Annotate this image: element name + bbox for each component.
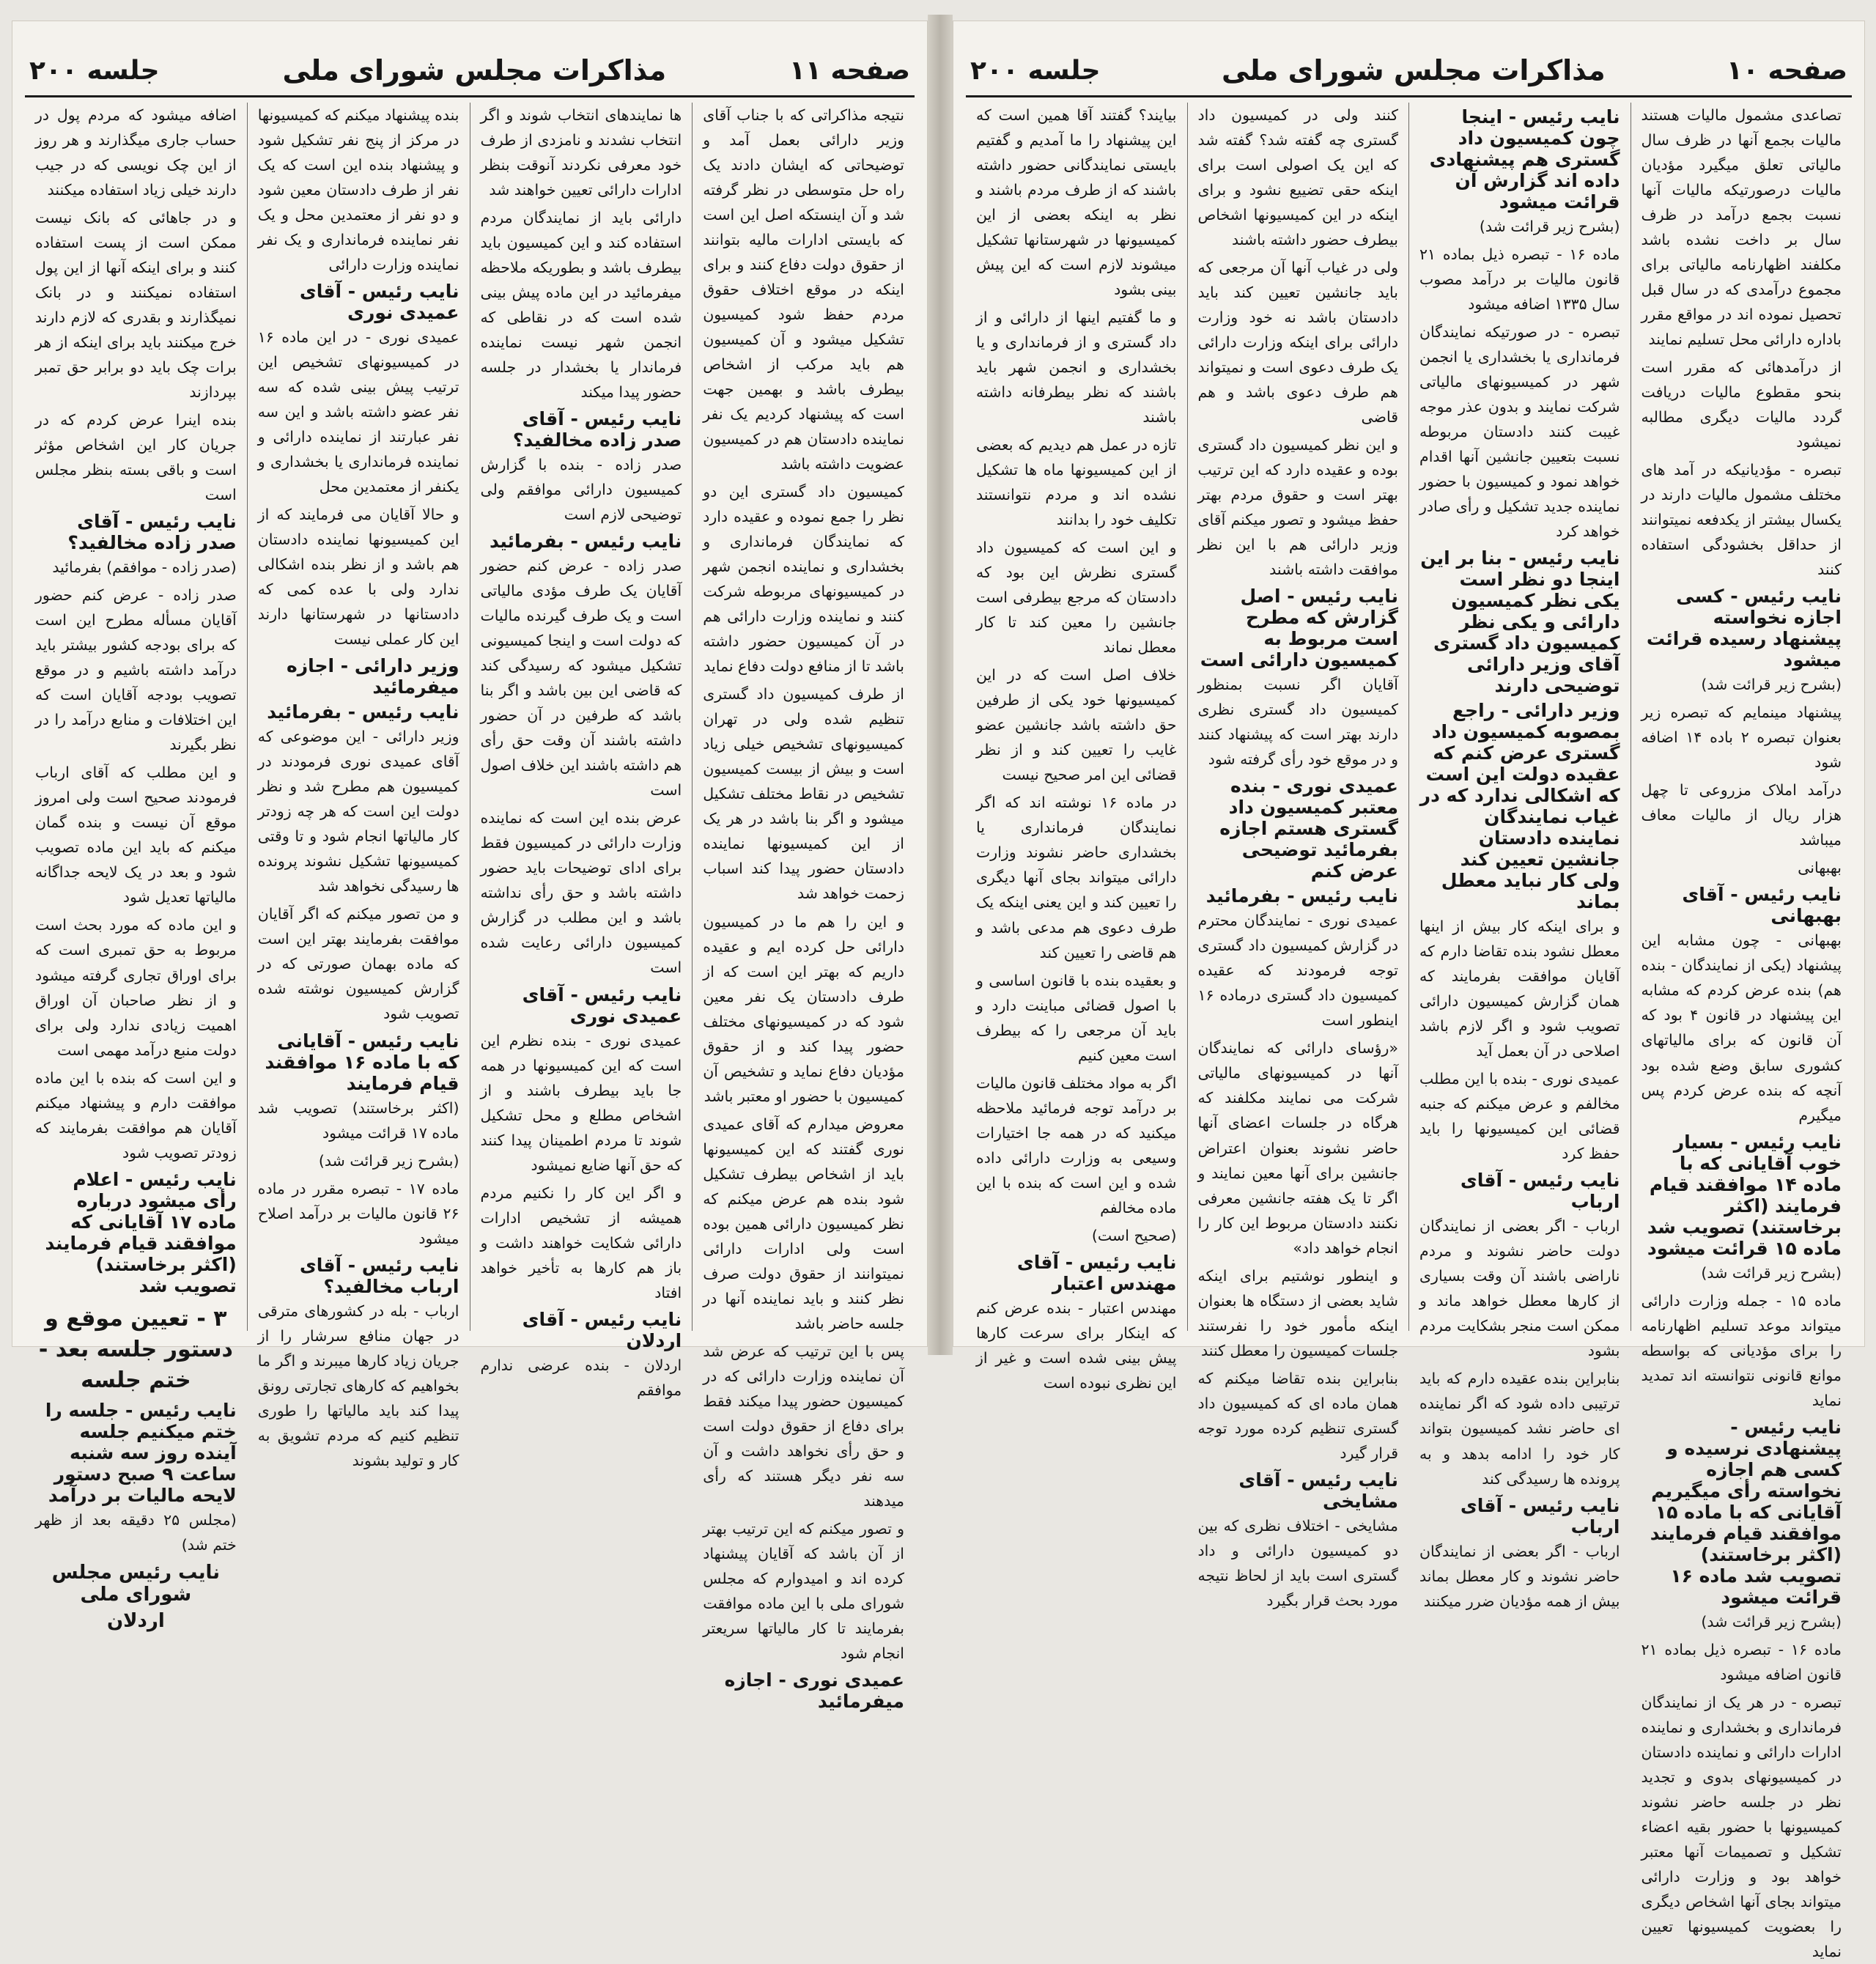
- page-header: [29, 50, 910, 91]
- speaker-line: نایب رئیس - آقای مهندس اعتبار: [1016, 1251, 1177, 1294]
- paragraph: و ما گفتیم اینها از دارائی و از داد گستری و از فرمانداری و یا بخشداری و انجمن شهر باید باشند که نظر بیطرفانه داشته باشند: [976, 309, 1177, 427]
- paragraph: و این نظر کمیسیون داد گستری بوده و عقیده دارد که این ترتیب بهتر است و حقوق مردم بهتر حفظ میشود و تصور میکنم آقای وزیر دارائی هم با این نظر موافقت داشته باشند: [1197, 436, 1398, 579]
- paragraph: پس با این ترتیب که عرض شد آن نماینده وزارت دارائی که در کمیسیون حضور پیدا میکند فقط برای دفاع از حقوق دولت است و حق رأی نخواهد داشت و آن سه نفر دیگر هستند که رأی میدهند: [703, 1342, 904, 1510]
- paragraph: عرض بنده این است که نماینده وزارت دارائی در کمیسیون فقط برای ادای توضیحات باید حضور داشته باشد و حق رأی نداشته باشد و این مطلب در گزارش کمیسیون دارائی رعایت شده است: [480, 809, 682, 977]
- speaker-line: نایب رئیس - آقای اردلان: [522, 1308, 682, 1351]
- session-number: جلسه ۲۰۰: [970, 55, 1101, 86]
- paragraph: عمیدی نوری - در این ماده ۱۶ در کمیسیونهای تشخیص این ترتیب پیش بینی شده که سه نفر عضو داشته باشد و این سه نفر عبارتند از نماینده دارائی و نماینده فرمانداری یا بخشداری و یکنفر از معتمدین محل: [257, 328, 459, 496]
- paragraph: ماده ۱۵ - جمله وزارت دارائی میتواند موعد تسلیم اظهارنامه را برای مؤدیانی که بواسطه موانع قانونی نتوانسته اند تمدید نماید: [1641, 1291, 1842, 1409]
- speaker-line: نایب رئیس - بسیار خوب آقایانی که با ماده ۱۴ موافقند قیام فرمایند (اکثر برخاستند) تصویب شد ماده ۱۵ قرائت میشود: [1647, 1131, 1842, 1259]
- paragraph: ماده ۱۷ - تبصره مقرر در ماده ۲۶ قانون مالیات بر درآمد اصلاح میشود: [257, 1179, 459, 1247]
- paragraph: ها نمایندهای انتخاب شوند و اگر انتخاب نشدند و نامزدی از طرف خود معرفی نکردند آنوقت بنظر ادارات دارائی تعیین خواهند شد: [480, 106, 682, 199]
- speaker-line: نایب رئیس - جلسه را ختم میکنیم جلسه آینده روز سه شنبه ساعت ۹ صبح دستور لایحه مالیات بر درآمد: [45, 1399, 237, 1506]
- speaker-line: نایب رئیس - آقای مشایخی: [1238, 1469, 1398, 1512]
- speaker-line: عمیدی نوری - اجازه میفرمائید: [724, 1669, 904, 1712]
- paragraph: از طرف کمیسیون داد گستری تنظیم شده ولی در تهران کمیسیونهای تشخیص خیلی زیاد است و بیش از بیست کمیسیون تشخیص در نقاط مختلف تشکیل میشود و اگر بنا باشد در هر یک از این کمیسیونها نماینده دادستان حضور پیدا کند اسباب زحمت خواهد شد: [703, 685, 904, 903]
- paragraph: ارباب - بله در کشورهای مترقی در جهان منافع سرشار را از جریان زیاد کارها میبرند و اگر ما بخواهیم که کارهای تجارتی رونق پیدا کند باید مالیاتها را طوری تنظیم کنیم که مردم تشویق به کار و تولید بشوند: [257, 1302, 459, 1469]
- paragraph: (مجلس ۲۵ دقیقه بعد از ظهر ختم شد): [35, 1510, 237, 1554]
- speaker-line: نایب رئیس - آقای ارباب: [1460, 1494, 1620, 1537]
- paragraph: و در جاهائی که بانک نیست ممکن است از پست استفاده کنند و برای اینکه آنها از این پول استفاده نمیکنند و در بانک نمیگذارند و بقدری که لازم دارند خرج میکنند باید برای اینکه از هر برات چک باید دو برابر حق تمبر بپردازند: [35, 209, 237, 402]
- paragraph: تصاعدی مشمول مالیات هستند مالیات بجمع آنها در ظرف سال مالیاتی تعلق میگیرد مؤدیان مالیات درصورتیکه مالیات آنها نسبت بجمع درآمد در ظرف سال بر داخت نشده باشد مکلفند اظهارنامه مالیاتی برای مجموع درآمدی که در سال قبل تحصیل نموده اند در مواقع مقرر باداره دارائی محل تسلیم نمایند: [1641, 106, 1842, 349]
- session-number: جلسه ۲۰۰: [29, 55, 160, 86]
- header-rule: [25, 95, 915, 97]
- paragraph: صدر زاده - عرض کنم حضور آقایان مسأله مطرح این است که برای بودجه کشور بیشتر باید درآمد داشته باشیم و در موقع تصویب بودجه آقایان است که این اختلافات و منابع درآمد را در نظر بگیرند: [35, 586, 237, 754]
- paragraph: از درآمدهائی که مقرر است بنحو مقطوع مالیات دریافت گردد مالیات دیگری مطالبه نمیشود: [1641, 358, 1842, 451]
- publication-title: مذاکرات مجلس شورای ملی: [1221, 54, 1606, 86]
- paragraph: و این مطلب که آقای ارباب فرمودند صحیح است ولی امروز موقع آن نیست و بنده گمان میکنم که باید این ماده تصویب شود و بعد در یک لایحه جداگانه مالیاتها تعدیل شود: [35, 764, 237, 907]
- paragraph: تبصره - در صورتیکه نمایندگان فرمانداری یا بخشداری یا انجمن شهر در کمیسیونهای مالیاتی شرکت نمایند و بدون عذر موجه غیبت کنند دادستان مربوطه نسبت بتعیین جانشین آنها اقدام خواهد نمود و کمیسیون با حضور نماینده جدید تشکیل و رأی صادر خواهد کرد: [1419, 323, 1620, 541]
- paragraph: عمیدی نوری - بنده نظرم این است که این کمیسیونها در همه جا باید بیطرف باشند و از اشخاص مطلع و محل تشکیل شوند تا مردم اطمینان پیدا کنند که حق آنها ضایع نمیشود: [480, 1031, 682, 1174]
- paragraph: و این است که کمیسیون داد گستری نظرش این بود که دادستان که مرجع بیطرفی است جانشین را معین کند تا کار معطل نماند: [976, 539, 1177, 657]
- paragraph: ولی در غیاب آنها آن مرجعی که باید جانشین تعیین کند باید دادستان باشد نه خود وزارت دارائی برای اینکه وزارت دارائی یک طرف دعوی است و نمیتواند هم طرف دعوی باشد و هم قاضی: [1197, 259, 1398, 427]
- signature-title: نایب رئیس مجلس شورای ملی: [51, 1561, 220, 1606]
- paragraph: اردلان - بنده عرضی ندارم موافقم: [480, 1356, 682, 1399]
- speaker-line: نایب رئیس - آقای عمیدی نوری: [299, 281, 459, 324]
- speaker-line: عمیدی نوری - بنده معتبر کمیسیون داد گستری هستم اجازه بفرمائید توضیحی عرض کنم: [1219, 775, 1398, 882]
- paragraph: بنده پیشنهاد میکنم که کمیسیونها در مرکز از پنج نفر تشکیل شود و پیشنهاد بنده این است که یک نفر از طرف دادستان معین شود و دو نفر از معتمدین محل و یک نفر نماینده فرمانداری و یک نفر نماینده وزارت دارائی: [257, 106, 459, 274]
- paragraph: معروض میدارم که آقای عمیدی نوری گفتند که این کمیسیونها باید از اشخاص بیطرف تشکیل شود بنده هم عرض میکنم که نظر کمیسیون دارائی همین بوده است ولی ادارات دارائی نمیتوانند از حقوق دولت صرف نظر کنند و باید نماینده آنها در جلسه حاضر باشد: [703, 1115, 904, 1332]
- paragraph: و اگر این کار را نکنیم مردم همیشه از تشخیص ادارات دارائی شکایت خواهند داشت و باز هم کارها به تأخیر خواهد افتاد: [480, 1184, 682, 1302]
- header-rule: [966, 95, 1852, 97]
- paragraph: صدر زاده - عرض کنم حضور آقایان یک طرف مؤدی مالیاتی است و یک طرف گیرنده مالیات که دولت است و اینجا کمیسیونی تشکیل میشود که رسیدگی کند که قاضی این بین باشد و اگر بنا باشد که طرفین در آن حضور داشته باشند آن وقت حق رأی هم داشته باشند این خلاف اصول است: [480, 557, 682, 800]
- speaker-line: نایب رئیس - بنا بر این اینجا دو نظر است یکی نظر کمیسیون دارائی و یکی نظر کمیسیون داد گستری آقای وزیر دارائی توضیحی دارند: [1420, 547, 1620, 697]
- paragraph: مهندس اعتبار - بنده عرض کنم که اینکار برای سرعت کارها پیش بینی شده است و غیر از این نظری نبوده است: [976, 1299, 1177, 1392]
- text-column: [1187, 103, 1409, 1609]
- publication-title: مذاکرات مجلس شورای ملی: [282, 54, 667, 86]
- paragraph: و این است که بنده با این ماده موافقت دارم و پیشنهاد میکنم آقایان هم موافقت بفرمایند که زودتر تصویب شود: [35, 1068, 237, 1162]
- page-number: صفحه ۱۰: [1727, 55, 1847, 86]
- text-column: [1631, 103, 1853, 1960]
- speaker-line: نایب رئیس - آقای ارباب: [1460, 1170, 1620, 1213]
- text-columns: [966, 103, 1852, 1960]
- paragraph: ارباب - اگر بعضی از نمایندگان دولت حاضر نشوند و مردم ناراضی باشند آن وقت بسیاری از کارها معطل خواهد ماند و ممکن است منجر بشکایت مردم بشود: [1419, 1217, 1620, 1360]
- paragraph: «رؤسای دارائی که نمایندگان آنها در کمیسیونهای مالیاتی شرکت می نمایند مکلفند که هرگاه در جلسات اعضای آنها حاضر نشوند بعنوان اعتراض جانشین برای آنها معین نمایند و اگر تا یک هفته جانشین معرفی نکنند دادستان مربوط این کار را انجام خواهد داد»: [1197, 1039, 1398, 1257]
- speaker-line: نایب رئیس - کسی اجازه نخواسته پیشنهاد رسیده قرائت میشود: [1646, 586, 1842, 671]
- paragraph: صدر زاده - بنده با گزارش کمیسیون دارائی موافقم ولی توضیحی لازم است: [480, 456, 682, 524]
- section-heading: ۳ - تعیین موقع و دستور جلسه بعد - ختم جلسه: [38, 1305, 233, 1393]
- speaker-line: وزیر دارائی - اجازه میفرمائید: [286, 655, 459, 698]
- paragraph: و من تصور میکنم که اگر آقایان موافقت بفرمایند بهتر این است که ماده بهمان صورتی که در گزارش کمیسیون نوشته شده تصویب شود: [257, 905, 459, 1023]
- speaker-line: نایب رئیس - اعلام رأی میشود درباره ماده ۱۷ آقایانی که موافقند قیام فرمایند (اکثر برخاستند) تصویب شد: [45, 1168, 237, 1296]
- speaker-line: نایب رئیس - پیشنهادی نرسیده و کسی هم اجازه نخواسته رأی میگیریم آقایانی که با ماده ۱۵ موافقند قیام فرمایند (اکثر برخاستند) تصویب شد ماده ۱۶ قرائت میشود: [1650, 1416, 1842, 1608]
- paragraph: کنند ولی در کمیسیون داد گستری چه گفته شد؟ گفته شد که این یک اصولی است برای اینکه حقی تضییع نشود و برای اینکه در این کمیسیونها اشخاص بیطرف حضور داشته باشند: [1197, 106, 1398, 249]
- paragraph: تازه در عمل هم دیدیم که بعضی از این کمیسیونها ماه ها تشکیل نشده اند و مردم نتوانستند تکلیف خود را بدانند: [976, 436, 1177, 529]
- paragraph: تبصره - مؤدیانیکه در آمد های مختلف مشمول مالیات دارند در یکسال بیشتر از یکدفعه نمیتوانند از حداقل بخشودگی استفاده کنند: [1641, 461, 1842, 579]
- paragraph: اگر به مواد مختلف قانون مالیات بر درآمد توجه فرمائید ملاحظه میکنید که در همه جا اختیارات وسیعی به وزارت دارائی داده شده و این است که بنده با این ماده مخالفم: [976, 1074, 1177, 1217]
- page-left: [12, 21, 928, 1712]
- paragraph: (بشرح زیر قرائت شد): [1701, 1263, 1842, 1282]
- page-number: صفحه ۱۱: [789, 55, 910, 86]
- speaker-line: نایب رئیس - بفرمائید: [1205, 885, 1398, 907]
- paragraph: (بشرح زیر قرائت شد): [318, 1151, 459, 1170]
- paragraph: خلاف اصل است که در این کمیسیونها خود یکی از طرفین حق داشته باشد جانشین عضو غایب را تعیین کند و از نظر قضائی این امر صحیح نیست: [976, 666, 1177, 784]
- speaker-line: نایب رئیس - آقای عمیدی نوری: [522, 983, 682, 1027]
- paragraph: (اکثر برخاستند) تصویب شد ماده ۱۷ قرائت میشود: [257, 1099, 459, 1142]
- paragraph: بیایند؟ گفتند آقا همین است که این پیشنهاد را ما آمدیم و گفتیم بایستی نمایندگانی حضور داشته باشند که از طرف مردم باشند و نظر به اینکه بعضی از این کمیسیونها در شهرستانها تشکیل میشوند لازم است که این پیش بینی بشود: [976, 106, 1177, 299]
- paragraph: مشایخی - اختلاف نظری که بین دو کمیسیون دارائی و داد گستری است باید از لحاظ نتیجه مورد بحث قرار بگیرد: [1197, 1516, 1398, 1609]
- paragraph: (صدر زاده - موافقم) بفرمائید: [52, 558, 237, 577]
- paragraph: ماده ۱۶ - تبصره ذیل بماده ۲۱ قانون مالیات بر درآمد مصوب سال ۱۳۳۵ اضافه میشود: [1419, 246, 1620, 314]
- paragraph: و تصور میکنم که این ترتیب بهتر از آن باشد که آقایان پیشنهاد کرده اند و امیدوارم که مجلس شورای ملی با این ماده موافقت بفرمایند تا کار مالیاتها سریعتر انجام شود: [703, 1519, 904, 1662]
- paragraph: اضافه میشود که مردم پول در حساب جاری میگذارند و هر روز از این چک نویسی که در جیب دارند خیلی زیاد استفاده میکنند: [35, 106, 237, 199]
- paragraph: عمیدی نوری - نمایندگان محترم در گزارش کمیسیون داد گستری توجه فرمودند که عقیده کمیسیون داد گستری درماده ۱۶ اینطور است: [1197, 912, 1398, 1030]
- text-column: [470, 103, 693, 1399]
- paragraph: آقایان اگر نسبت بمنظور کمیسیون داد گستری نظری دارند بهتر است که پیشنهاد کنند و در موقع خود رأی گرفته شود: [1197, 676, 1398, 769]
- speaker-line: نایب رئیس - اینجا چون کمیسیون داد گستری هم پیشنهادی داده اند گزارش آن قرائت میشود: [1429, 106, 1620, 213]
- page-gutter: [928, 15, 953, 1355]
- paragraph: دارائی باید از نمایندگان مردم استفاده کند و این کمیسیون باید بیطرف باشد و بطوریکه ملاحظه میفرمائید در این ماده پیش بینی شده است که در نقاطی که انجمن شهر نیست نماینده فرماندار یا بخشدار در جلسه حضور پیدا میکند: [480, 209, 682, 402]
- page-right: [953, 21, 1865, 1960]
- speaker-line: نایب رئیس - بفرمائید: [489, 531, 682, 553]
- paragraph: (صحیح است): [1091, 1226, 1177, 1244]
- speaker-line: نایب رئیس - اصل گزارش که مطرح است مربوط به کمیسیون دارائی است: [1200, 586, 1398, 671]
- paragraph: و حالا آقایان می فرمایند که از این کمیسیونها نماینده دادستان هم باشد و از نظر بنده اشکالی ندارد ولی با عده کمی که دادستانها در شهرستانها دارند این کار عملی نیست: [257, 506, 459, 649]
- text-columns: [25, 103, 915, 1712]
- paragraph: ماده ۱۶ - تبصره ذیل بماده ۲۱ قانون اضافه میشود: [1641, 1640, 1842, 1683]
- paragraph: درآمد املاک مزروعی تا چهل هزار ریال از مالیات معاف میباشد: [1641, 781, 1842, 849]
- paragraph: تبصره - در هر یک از نمایندگان فرمانداری و بخشداری و نماینده ادارات دارائی و نماینده دادستان در کمیسیونهای بدوی و تجدید نظر در جلسه حاضر نشوند کمیسیونها با حضور بقیه اعضاء تشکیل و تصمیمات آنها معتبر خواهد بود و وزارت دارائی میتواند بجای آنها اشخاص دیگری را بعضویت کمیسیونها تعیین نماید: [1641, 1693, 1842, 1960]
- paragraph: بهبهانی - چون مشابه این پیشنهاد (یکی از نمایندگان - بنده هم) بنده عرض کردم که مشابه این پیشنهاد در قانون ۴ بود که آن قانون که برای مالیاتهای کشوری سابق وضع شده بود آنچه که بنده عرض کردم پس میگیرم: [1641, 931, 1842, 1124]
- paragraph: (بشرح زیر قرائت شد): [1479, 218, 1620, 235]
- paragraph: نتیجه مذاکراتی که با جناب آقای وزیر دارائی بعمل آمد و توضیحاتی که ایشان دادند یک راه حل متوسطی در نظر گرفته شد و آن اینستکه اصل این است که بایستی ادارات مالیه بتوانند از حقوق دولت دفاع کنند و برای اینکه در موقع اختلاف حقوق مردم حفظ شود کمیسیون تشکیل میشود و آن کمیسیون هم باید مرکب از اشخاص بیطرف باشد و بهمین جهت است که پیشنهاد کردیم یک نفر نماینده دادستان هم در کمیسیون عضویت داشته باشد: [703, 106, 904, 473]
- paragraph: کمیسیون داد گستری این دو نظر را جمع نموده و عقیده دارد که نمایندگان فرمانداری و بخشداری و نماینده انجمن شهر در کمیسیونهای مربوطه شرکت کنند و نماینده وزارت دارائی هم در آن کمیسیون حضور داشته باشد تا از منافع دولت دفاع نماید: [703, 483, 904, 676]
- paragraph: در ماده ۱۶ نوشته اند که اگر نمایندگان فرمانداری یا بخشداری حاضر نشوند وزارت دارائی میتواند بجای آنها دیگری را تعیین کند و این یعنی اینکه یک طرف دعوی هم مدعی باشد و هم قاضی را تعیین کند: [976, 794, 1177, 961]
- text-column: [692, 103, 915, 1712]
- speaker-line: نایب رئیس - آقای بهبهانی: [1682, 884, 1842, 927]
- paragraph: (بشرح زیر قرائت شد): [1701, 1612, 1842, 1631]
- paragraph: بهبهانی: [1798, 859, 1842, 877]
- paragraph: بنده اینرا عرض کردم که در جریان کار این اشخاص مؤثر است و باقی بسته بنظر مجلس است: [35, 411, 237, 504]
- speaker-line: وزیر دارائی - راجع بمصوبه کمیسیون داد گستری عرض کنم که عقیده دولت این است که اشکالی ندارد که در غیاب نمایندگان نماینده دادستان جانشین تعیین کند ولی کار نباید معطل بماند: [1419, 700, 1620, 913]
- text-column: [247, 103, 470, 1469]
- paragraph: و بعقیده بنده با قانون اساسی و با اصول قضائی مباینت دارد و باید آن مرجعی را که بیطرف است معین کنیم: [976, 971, 1177, 1064]
- paragraph: و اینطور نوشتیم برای اینکه شاید بعضی از دستگاه ها بعنوان اینکه مأمور خود را نفرستند جلسات کمیسیون را معطل کنند: [1197, 1266, 1398, 1359]
- signature-name: اردلان: [106, 1609, 165, 1632]
- paragraph: بنابراین بنده عقیده دارم که باید ترتیبی داده شود که اگر نماینده ای حاضر نشد کمیسیون بتواند کار خود را ادامه بدهد و به پرونده ها رسیدگی کند: [1419, 1370, 1620, 1488]
- speaker-line: نایب رئیس - آقای صدر زاده مخالفید؟: [512, 408, 682, 451]
- speaker-line: نایب رئیس - آقایانی که با ماده ۱۶ موافقند قیام فرمایند: [265, 1030, 459, 1094]
- paragraph: ارباب - اگر بعضی از نمایندگان حاضر نشوند و کار معطل بماند بیش از همه مؤدیان ضرر میکنند: [1419, 1542, 1620, 1610]
- paragraph: وزیر دارائی - این موضوعی که آقای عمیدی نوری فرمودند در کمیسیون هم مطرح شد و نظر دولت این است که هر چه زودتر کار مالیاتها انجام شود و تا وقتی کمیسیونها تشکیل نشوند پرونده ها رسیدگی نخواهد شد: [257, 728, 459, 896]
- paragraph: و این ماده که مورد بحث است مربوط به حق تمبری است که برای اوراق تجاری گرفته میشود و از نظر صاحبان آن اوراق اهمیت زیادی ندارد ولی برای دولت منبع درآمد مهمی است: [35, 916, 237, 1059]
- paragraph: عمیدی نوری - بنده با این مطلب مخالفم و عرض میکنم که جنبه قضائی این کمیسیونها را باید حفظ کرد: [1419, 1070, 1620, 1163]
- paragraph: (بشرح زیر قرائت شد): [1701, 676, 1842, 694]
- text-column: [1408, 103, 1631, 1610]
- speaker-line: نایب رئیس - آقای صدر زاده مخالفید؟: [67, 511, 237, 554]
- text-column: [25, 103, 247, 1632]
- paragraph: و این را هم ما در کمیسیون دارائی حل کرده ایم و عقیده داریم که بهتر این است که از طرف دادستان یک نفر معین شود که در کمیسیونهای مختلف حضور پیدا کند و از حقوق مؤدیان دفاع نماید و تشخیص آن کمیسیون با حضور او معتبر باشد: [703, 912, 904, 1105]
- text-column: [966, 103, 1187, 1392]
- paragraph: و برای اینکه کار بیش از اینها معطل نشود بنده تقاضا دارم که آقایان موافقت بفرمایند که همان گزارش کمیسیون دارائی تصویب شود و اگر لازم باشد اصلاحی در آن بعمل آید: [1419, 918, 1620, 1060]
- paragraph: پیشنهاد مینمایم که تبصره زیر بعنوان تبصره ۲ باده ۱۴ اضافه شود: [1641, 704, 1842, 772]
- speaker-line: نایب رئیس - بفرمائید: [267, 701, 459, 723]
- speaker-line: نایب رئیس - آقای ارباب مخالفید؟: [299, 1254, 459, 1297]
- paragraph: بنابراین بنده تقاضا میکنم که همان ماده ای که کمیسیون داد گستری تنظیم کرده مورد توجه قرار گیرد: [1197, 1369, 1398, 1462]
- page-header: [970, 50, 1847, 91]
